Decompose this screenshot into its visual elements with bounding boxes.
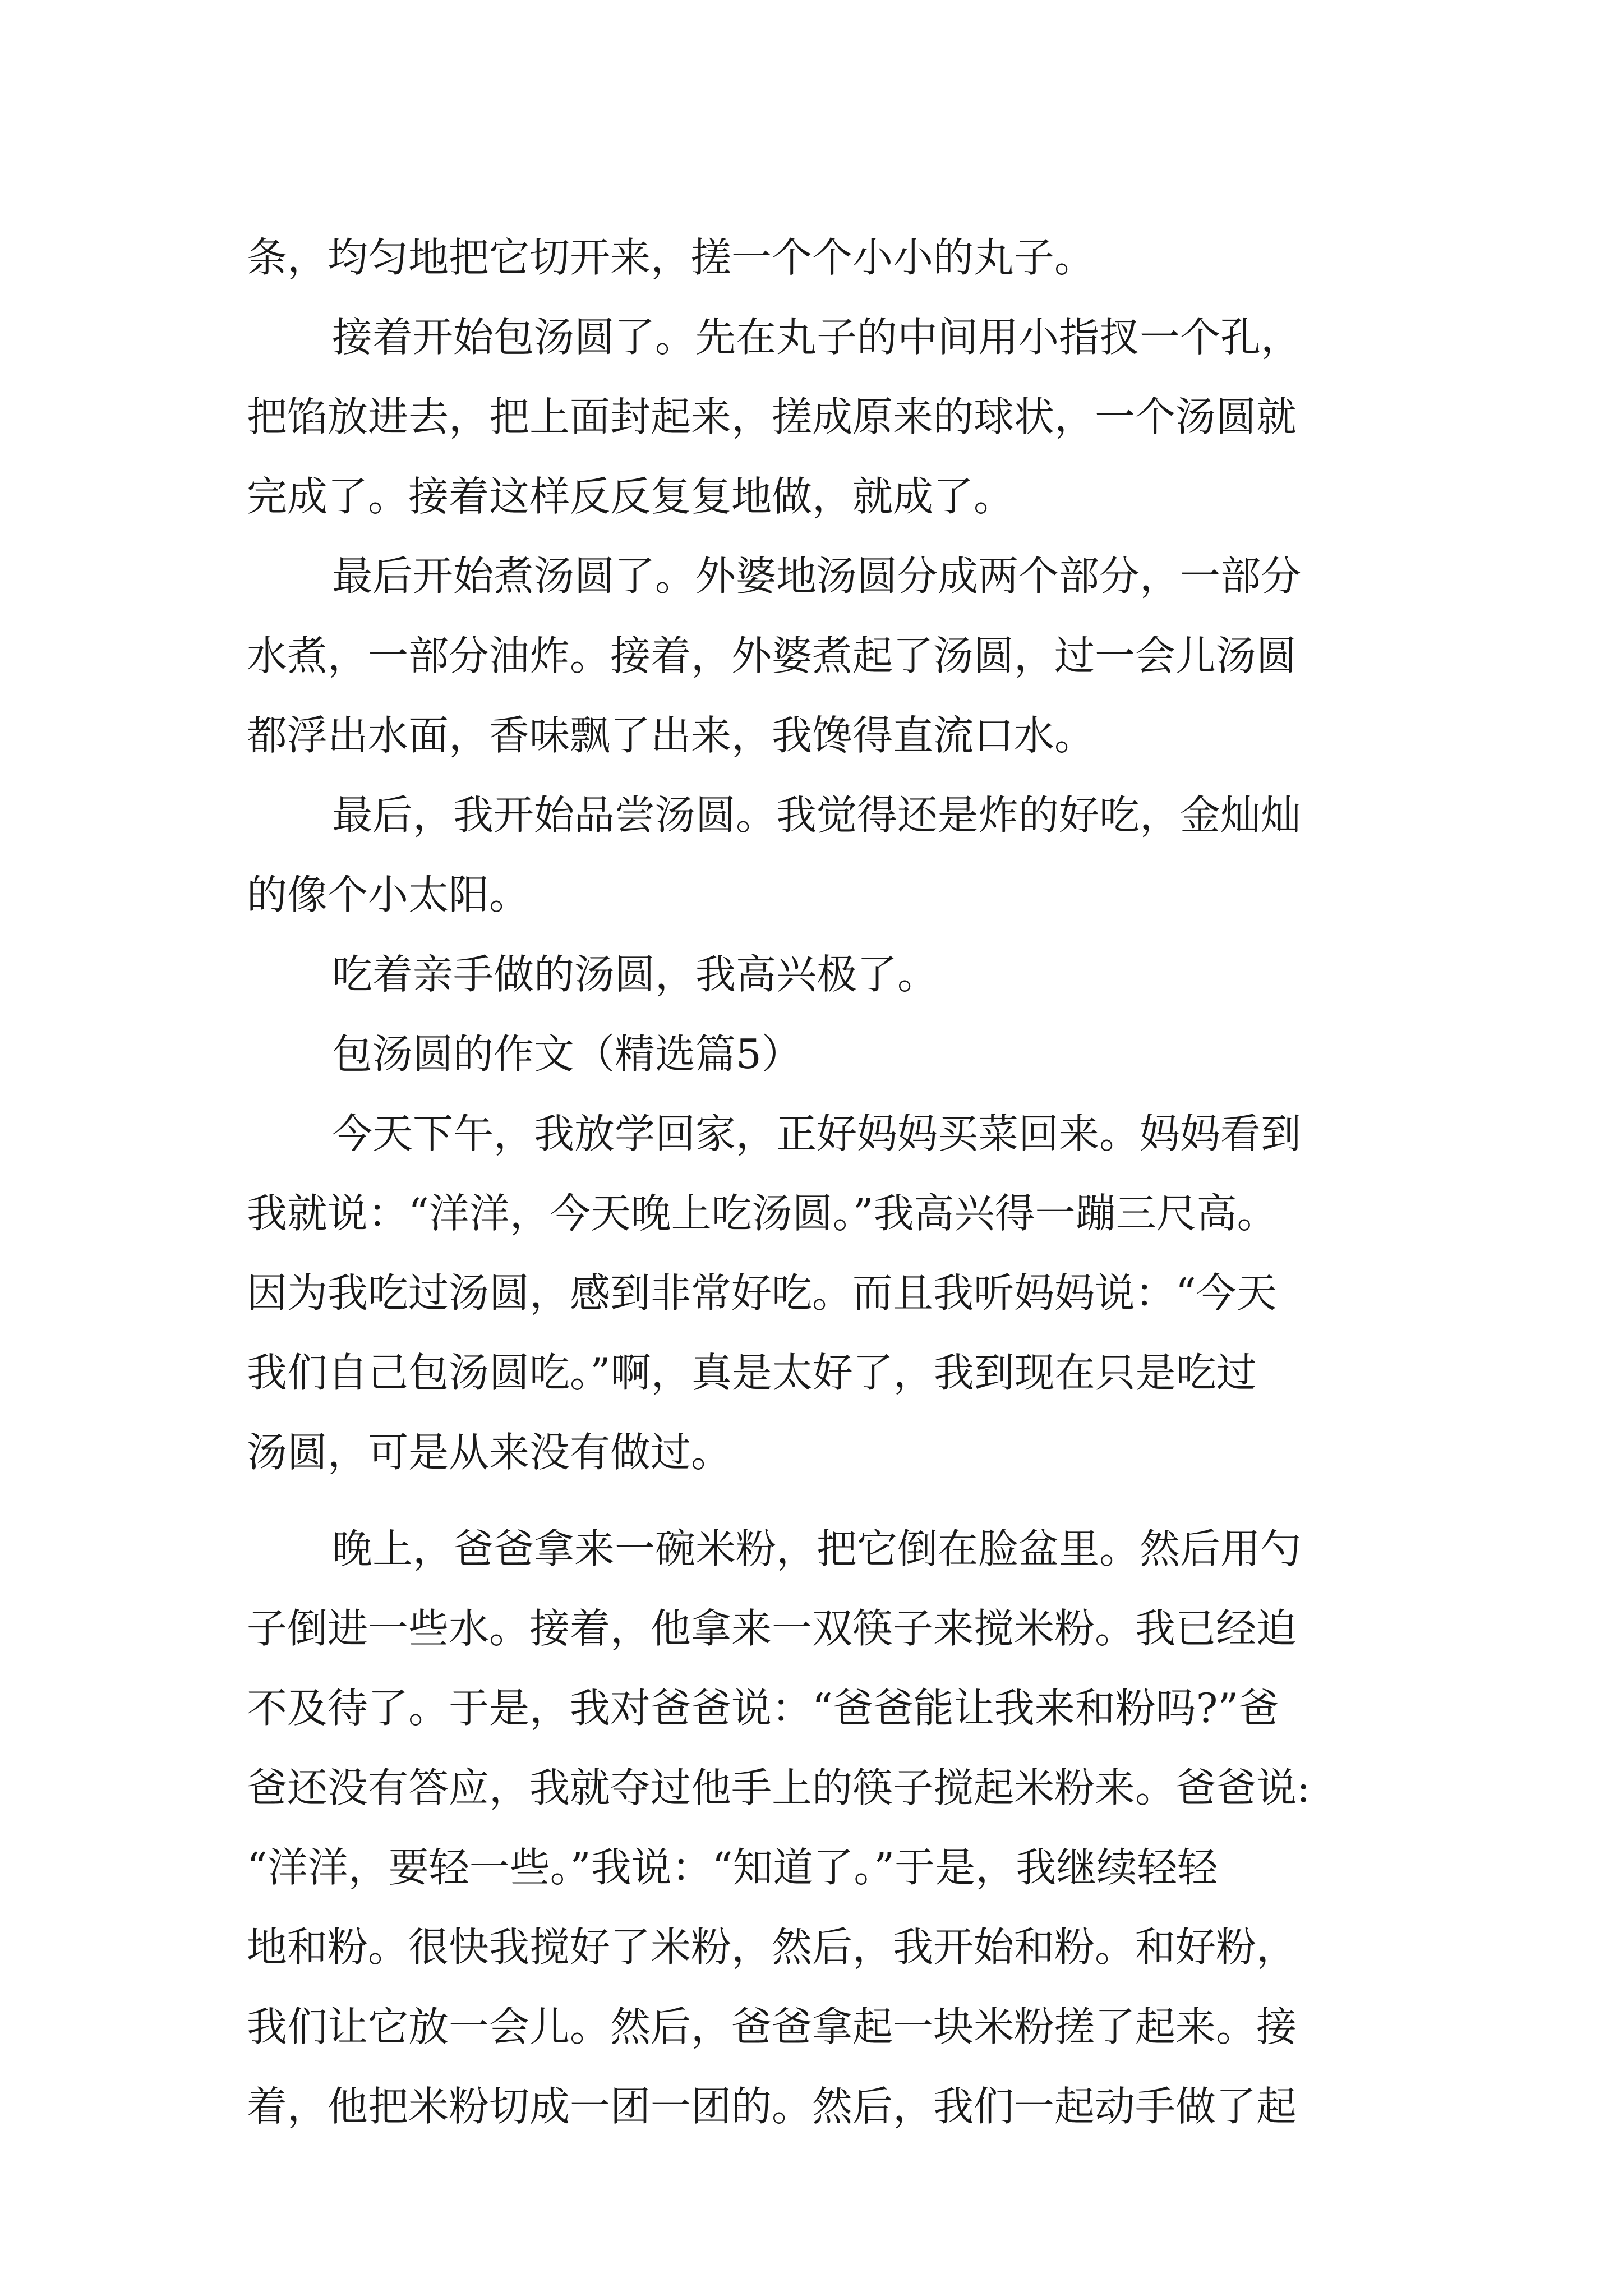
paragraph-7 [247, 1094, 1391, 1174]
text-line: 我们自己包汤圆吃。”啊，真是太好了，我到现在只是吃过 [247, 1349, 1257, 1396]
text-line: 我们让它放一会儿。然后，爸爸拿起一块米粉搓了起来。接 [247, 2003, 1297, 2050]
text-line: 水煮，一部分油炸。接着，外婆煮起了汤圆，过一会儿汤圆 [247, 632, 1297, 679]
text-line: 地和粉。很快我搅好了米粉，然后，我开始和粉。和好粉， [247, 1924, 1297, 1971]
paragraph-1 [247, 218, 1391, 297]
text-line: 晚上，爸爸拿来一碗米粉，把它倒在脸盆里。然后用勺 [332, 1525, 1302, 1572]
text-line: 完成了。接着这样反反复复地做，就成了。 [247, 473, 1015, 520]
text-line: 把馅放进去，把上面封起来，搓成原来的球状，一个汤圆就 [247, 393, 1297, 440]
text-line: 因为我吃过汤圆，感到非常好吃。而且我听妈妈说：“今天 [247, 1269, 1277, 1317]
paragraph-4 [247, 775, 1391, 855]
paragraph-2-cont [247, 377, 1391, 536]
paragraph-8 [247, 1509, 1391, 1589]
text-line: 汤圆，可是从来没有做过。 [247, 1429, 732, 1476]
paragraph-7-cont [247, 1174, 1391, 1492]
paragraph-3-cont [247, 616, 1391, 775]
paragraph-4-cont [247, 855, 1391, 935]
text-line: 爸还没有答应，我就夺过他手上的筷子搅起米粉来。爸爸说: [247, 1764, 1311, 1811]
text-line: 子倒进一些水。接着，他拿来一双筷子来搅米粉。我已经迫 [247, 1605, 1297, 1652]
text-line: 吃着亲手做的汤圆，我高兴极了。 [332, 951, 938, 998]
section-heading [247, 1014, 1391, 1094]
document-body [247, 218, 1391, 2146]
paragraph-3 [247, 536, 1391, 616]
paragraph-8-cont [247, 1589, 1391, 2146]
text-line: 最后开始煮汤圆了。外婆地汤圆分成两个部分，一部分 [332, 553, 1302, 600]
text-line: 接着开始包汤圆了。先在丸子的中间用小指扠一个孔， [332, 314, 1302, 361]
paragraph-2 [247, 297, 1391, 377]
text-line: 的像个小太阳。 [247, 871, 530, 918]
text-line: 着，他把米粉切成一团一团的。然后，我们一起动手做了起 [247, 2083, 1297, 2130]
text-line: 我就说：“洋洋，今天晚上吃汤圆。”我高兴得一蹦三尺高。 [247, 1190, 1278, 1237]
text-line: 都浮出水面，香味飘了出来，我馋得直流口水。 [247, 712, 1095, 759]
text-line: 今天下午，我放学回家，正好妈妈买菜回来。妈妈看到 [332, 1110, 1302, 1157]
heading-text: 包汤圆的作文（精选篇5） [332, 1030, 802, 1078]
text-line: 不及待了。于是，我对爸爸说：“爸爸能让我来和粉吗?”爸 [247, 1685, 1279, 1732]
paragraph-spacer [247, 1492, 1391, 1509]
text-line: 条，均匀地把它切开来，搓一个个小小的丸子。 [247, 234, 1095, 281]
paragraph-5 [247, 935, 1391, 1014]
text-line: “洋洋，要轻一些。”我说：“知道了。”于是，我继续轻轻 [247, 1844, 1218, 1891]
text-line: 最后，我开始品尝汤圆。我觉得还是炸的好吃，金灿灿 [332, 792, 1302, 839]
